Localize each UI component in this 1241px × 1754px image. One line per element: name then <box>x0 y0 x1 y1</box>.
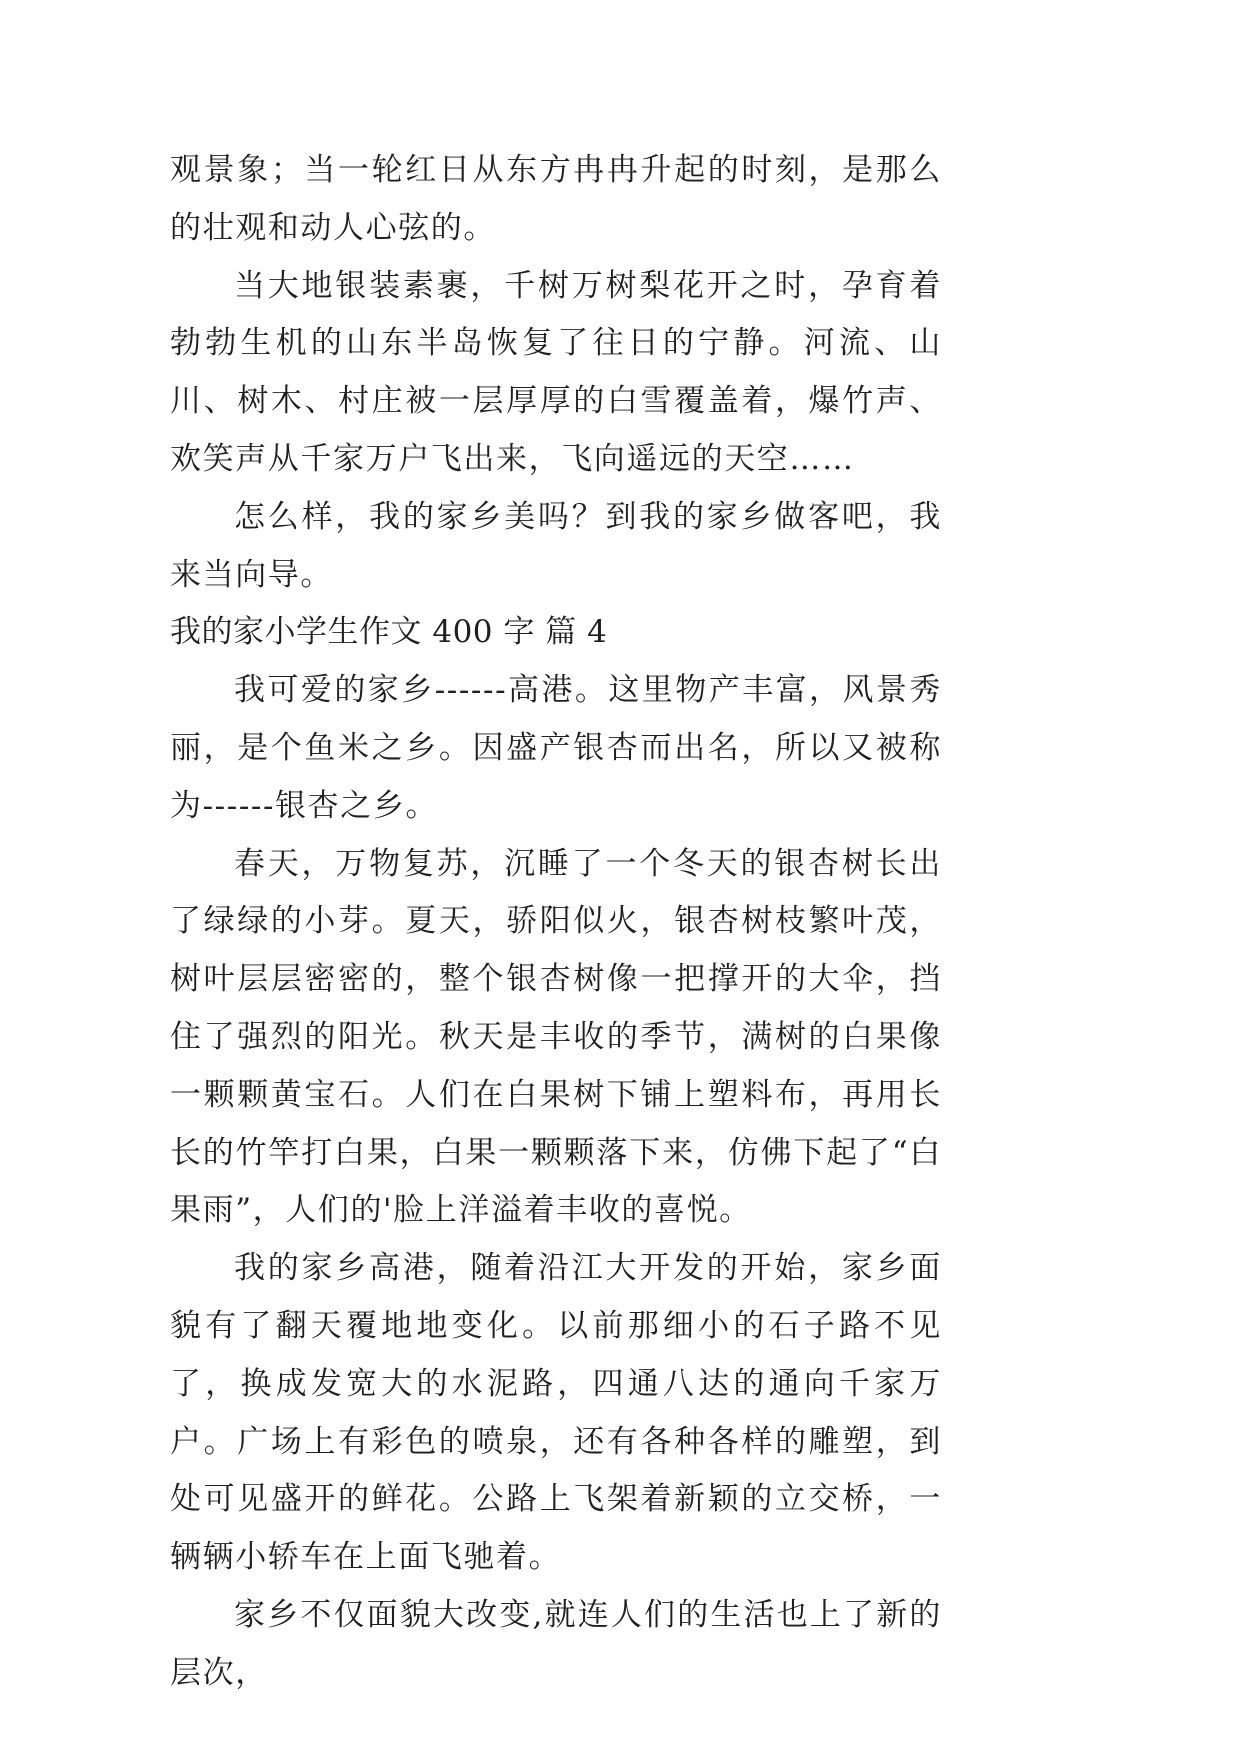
paragraph-1: 观景象；当一轮红日从东方冉冉升起的时刻，是那么的壮观和动人心弦的。 <box>170 152 942 246</box>
document-body <box>170 142 942 1703</box>
paragraph-2: 当大地银装素裹，千树万树梨花开之时，孕育着勃勃生机的山东半岛恢复了往日的宁静。河流、山川、树木、村庄被一层厚厚的白雪覆盖着，爆竹声、欢笑声从千家万户飞出来，飞向遥远的天空…… <box>170 267 942 477</box>
paragraph-4: 我可爱的家乡------高港。这里物产丰富，风景秀丽，是个鱼米之乡。因盛产银杏而出名，所以又被称为------银杏之乡。 <box>170 672 942 824</box>
paragraph-5: 春天，万物复苏，沉睡了一个冬天的银杏树长出了绿绿的小芽。夏天，骄阳似火，银杏树枝繁叶茂，树叶层层密密的，整个银杏树像一把撑开的大伞，挡住了强烈的阳光。秋天是丰收的季节，满树的白果像一颗颗黄宝石。人们在白果树下铺上塑料布，再用长长的竹竿打白果，白果一颗颗落下来，仿佛下起了“白果雨”，人们的'脸上洋溢着丰收的喜悦。 <box>170 845 942 1229</box>
paragraph-7: 家乡不仅面貌大改变,就连人们的生活也上了新的层次， <box>170 1596 942 1691</box>
paragraph-6: 我的家乡高港，随着沿江大开发的开始，家乡面貌有了翻天覆地地变化。以前那细小的石子路不见了，换成发宽大的水泥路，四通八达的通向千家万户。广场上有彩色的喷泉，还有各种各样的雕塑，到处可见盛开的鲜花。公路上飞架着新颖的立交桥，一辆辆小轿车在上面飞驰着。 <box>170 1250 942 1576</box>
paragraph-3: 怎么样，我的家乡美吗？到我的家乡做客吧，我来当向导。 <box>170 498 942 593</box>
section-heading: 我的家小学生作文 400 字 篇 4 <box>170 614 608 651</box>
